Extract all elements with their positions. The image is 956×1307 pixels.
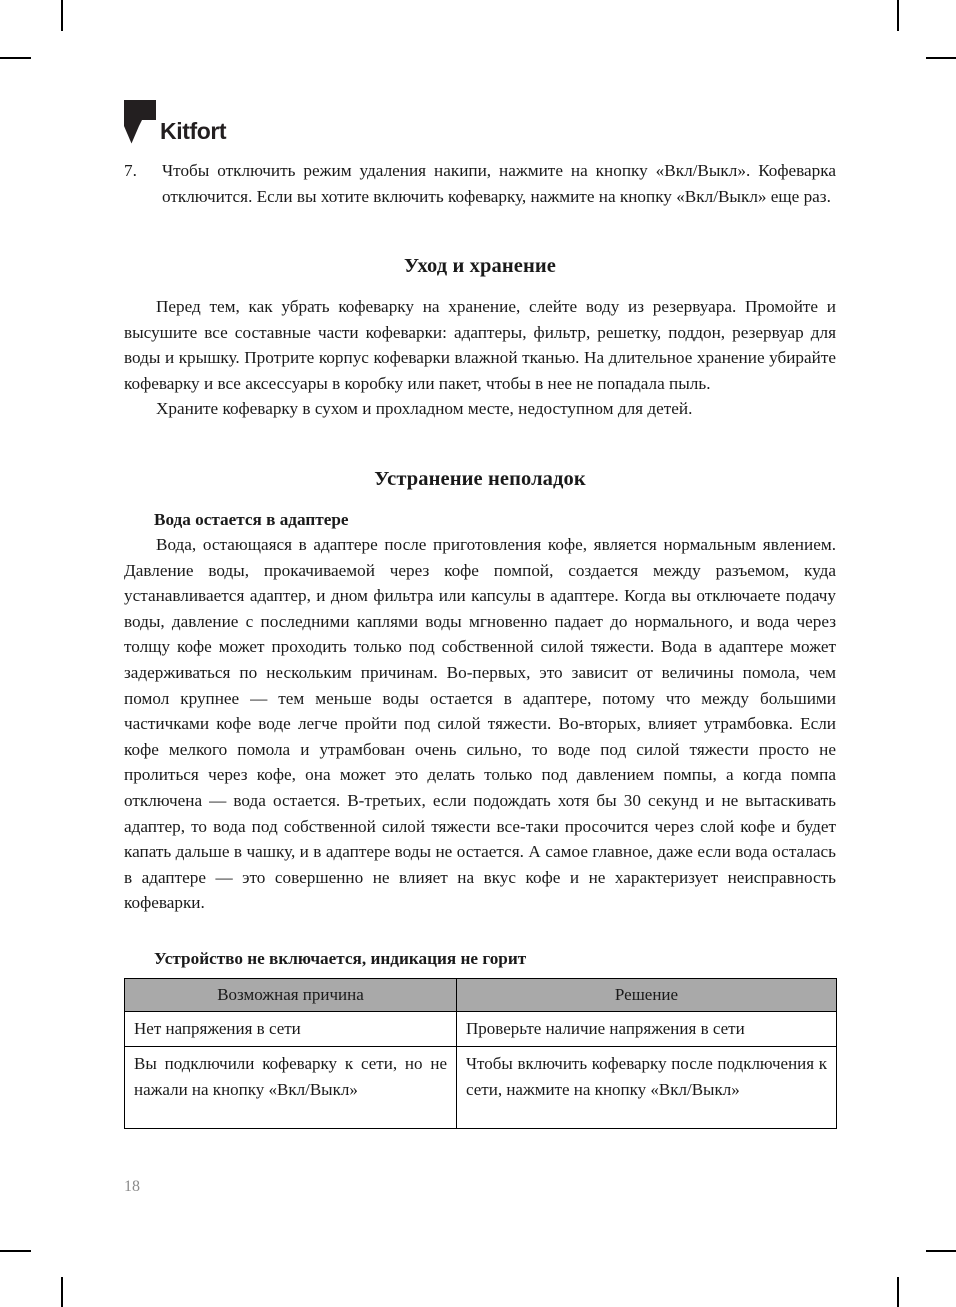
- table-cell-cause: Нет напряжения в сети: [125, 1012, 457, 1047]
- crop-mark-right-bottom: [926, 1250, 956, 1252]
- table-cell-solution: Проверьте наличие напряжения в сети: [457, 1012, 837, 1047]
- crop-mark-left-top: [0, 57, 31, 59]
- kitfort-flag-logo-icon: [124, 100, 156, 144]
- brand-logo-text: Kitfort: [160, 118, 227, 144]
- table-row: [125, 1047, 837, 1129]
- crop-mark-top-right: [897, 0, 899, 31]
- section-title-troubleshooting: Устранение неполадок: [374, 467, 586, 490]
- spacer: [124, 916, 836, 946]
- crop-mark-bottom-right: [897, 1277, 899, 1307]
- brand-logo: [124, 100, 836, 146]
- crop-mark-bottom-left: [61, 1277, 63, 1307]
- care-paragraph-1: Перед тем, как убрать кофеварку на хранение, слейте воду из резервуара. Промойте и высушите все составные части кофеварки: адаптеры, фильтр, решетку, поддон, резервуар для воды и крышку. Протрите корпус кофеварки влажной тканью. На длительное хранение убирайте кофеварку и все аксессуары в коробку или пакет, чтобы в нее не попадала пыль.: [124, 297, 836, 393]
- sub-heading-device-not-turning-on: Устройство не включается, индикация не горит: [154, 948, 527, 968]
- sub-heading-water-in-adapter: Вода остается в адаптере: [154, 509, 349, 529]
- table-row: [125, 1012, 837, 1047]
- spacer: [124, 278, 836, 294]
- spacer: [124, 209, 836, 255]
- table-cell-cause: Вы подключили кофеварку к сети, но не нажали на кнопку «Вкл/Выкл»: [125, 1047, 457, 1129]
- table-header-cause: Возможная причина: [125, 978, 457, 1011]
- troubleshooting-paragraph-1: Вода, остающаяся в адаптере после приготовления кофе, является нормальным явлением. Давление воды, прокачиваемой через кофе помпой, создается между разъемом, куда устанавливается адаптер, и дном фильтра или капсулы в адаптере. Когда вы отключаете подачу воды, давление с последними каплями воды мгновенно падает до нормального, и вода через толщу кофе может проходить только под собственной силой тяжести. Вода в адаптере может задерживаться по нескольким причинам. Во-первых, это зависит от величины помола, чем помол крупнее — тем меньше воды остается в адаптере, потому что между большими частичками кофе воде легче пройти под силой тяжести. Во-вторых, влияет утрамбовка. Если кофе мелкого помола и утрамбован очень сильно, то воде под силой тяжести просто не пролиться через кофе, она может это делать только под давлением помпы, а когда помпа отключена — вода остается. В-третьих, если подождать хотя бы 30 секунд и не вытаскивать адаптер, то вода под собственной силой тяжести все-таки просочится через слой кофе и будет капать дальше в чашку, и в адаптере воды не остается. А самое главное, даже если вода осталась в адаптере — это совершенно не влияет на вкус кофе и не характеризует неисправность кофеварки.: [124, 534, 836, 913]
- troubleshooting-table: [124, 978, 837, 1130]
- spacer: [124, 422, 836, 468]
- spacer: [124, 491, 836, 507]
- crop-mark-left-bottom: [0, 1250, 31, 1252]
- document-page: [124, 100, 836, 1129]
- list-item-7: [124, 158, 836, 209]
- list-item-text: Чтобы отключить режим удаления накипи, нажмите на кнопку «Вкл/Выкл». Кофеварка отключится. Если вы хотите включить кофеварку, нажмите на кнопку «Вкл/Выкл» еще раз.: [162, 161, 836, 206]
- table-header-solution: Решение: [457, 978, 837, 1011]
- crop-mark-right-top: [926, 57, 956, 59]
- page-number: 18: [124, 1178, 140, 1195]
- list-item-number: 7.: [124, 161, 137, 180]
- care-paragraph-2: Храните кофеварку в сухом и прохладном месте, недоступном для детей.: [156, 399, 693, 419]
- table-header-row: [125, 978, 837, 1011]
- crop-mark-top-left: [61, 0, 63, 31]
- table-cell-solution: Чтобы включить кофеварку после подключения к сети, нажмите на кнопку «Вкл/Выкл»: [457, 1047, 837, 1129]
- section-title-care: Уход и хранение: [404, 255, 556, 277]
